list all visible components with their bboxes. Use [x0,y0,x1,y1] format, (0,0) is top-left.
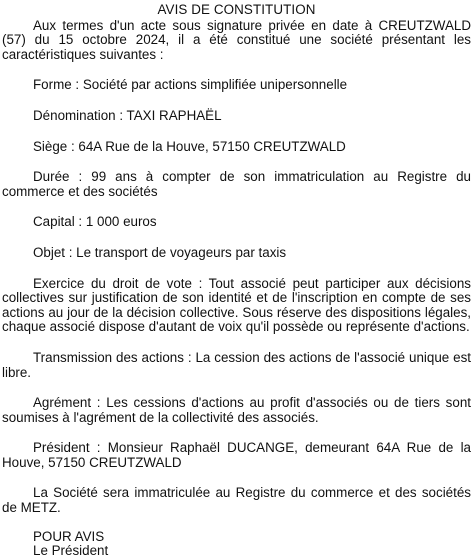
notice-title: AVIS DE CONSTITUTION [157,2,316,17]
agrement-paragraph: Agrément : Les cessions d'actions au profit d'associés ou de tiers sont soumises à l'agrément de la collectivité des associés. [2,395,471,425]
forme-line: Forme : Société par actions simplifiée unipersonnelle [33,77,348,93]
denomination-line: Dénomination : TAXI RAPHAËL [33,107,222,123]
droit-de-vote-paragraph: Exercice du droit de vote : Tout associé peut participer aux décisions collectives sur justification de son identité et de l'inscription en compte de ses actions au jour de la décision collective. Sous réserve des dispositions légales, chaque associé dispose d'autant de voix qu'il possède ou représente d'actions. [2,275,471,335]
signature-pour-avis: POUR AVIS [33,528,105,544]
duree-line: Durée : 99 ans à compter de son immatriculation au Registre du commerce et des sociétés [2,169,471,199]
capital-line: Capital : 1 000 euros [33,214,157,230]
signature-role: Le Président [33,543,109,559]
signature-block [2,530,471,559]
siege-line: Siège : 64A Rue de la Houve, 57150 CREUTZWALD [33,138,346,154]
president-paragraph: Président : Monsieur Raphaël DUCANGE, demeurant 64A Rue de la Houve, 57150 CREUTZWALD [2,440,471,470]
intro-paragraph: Aux termes d'un acte sous signature privée en date à CREUTZWALD (57) du 15 octobre 2024, il a été constitué une société présentant les caractéristiques suivantes : [2,17,471,62]
transmission-line: Transmission des actions : La cession des actions de l'associé unique est libre. [2,349,471,380]
objet-line: Objet : Le transport de voyageurs par taxis [33,244,287,260]
immatriculation-line: La Société sera immatriculée au Registre du commerce et des sociétés de METZ. [2,485,471,516]
